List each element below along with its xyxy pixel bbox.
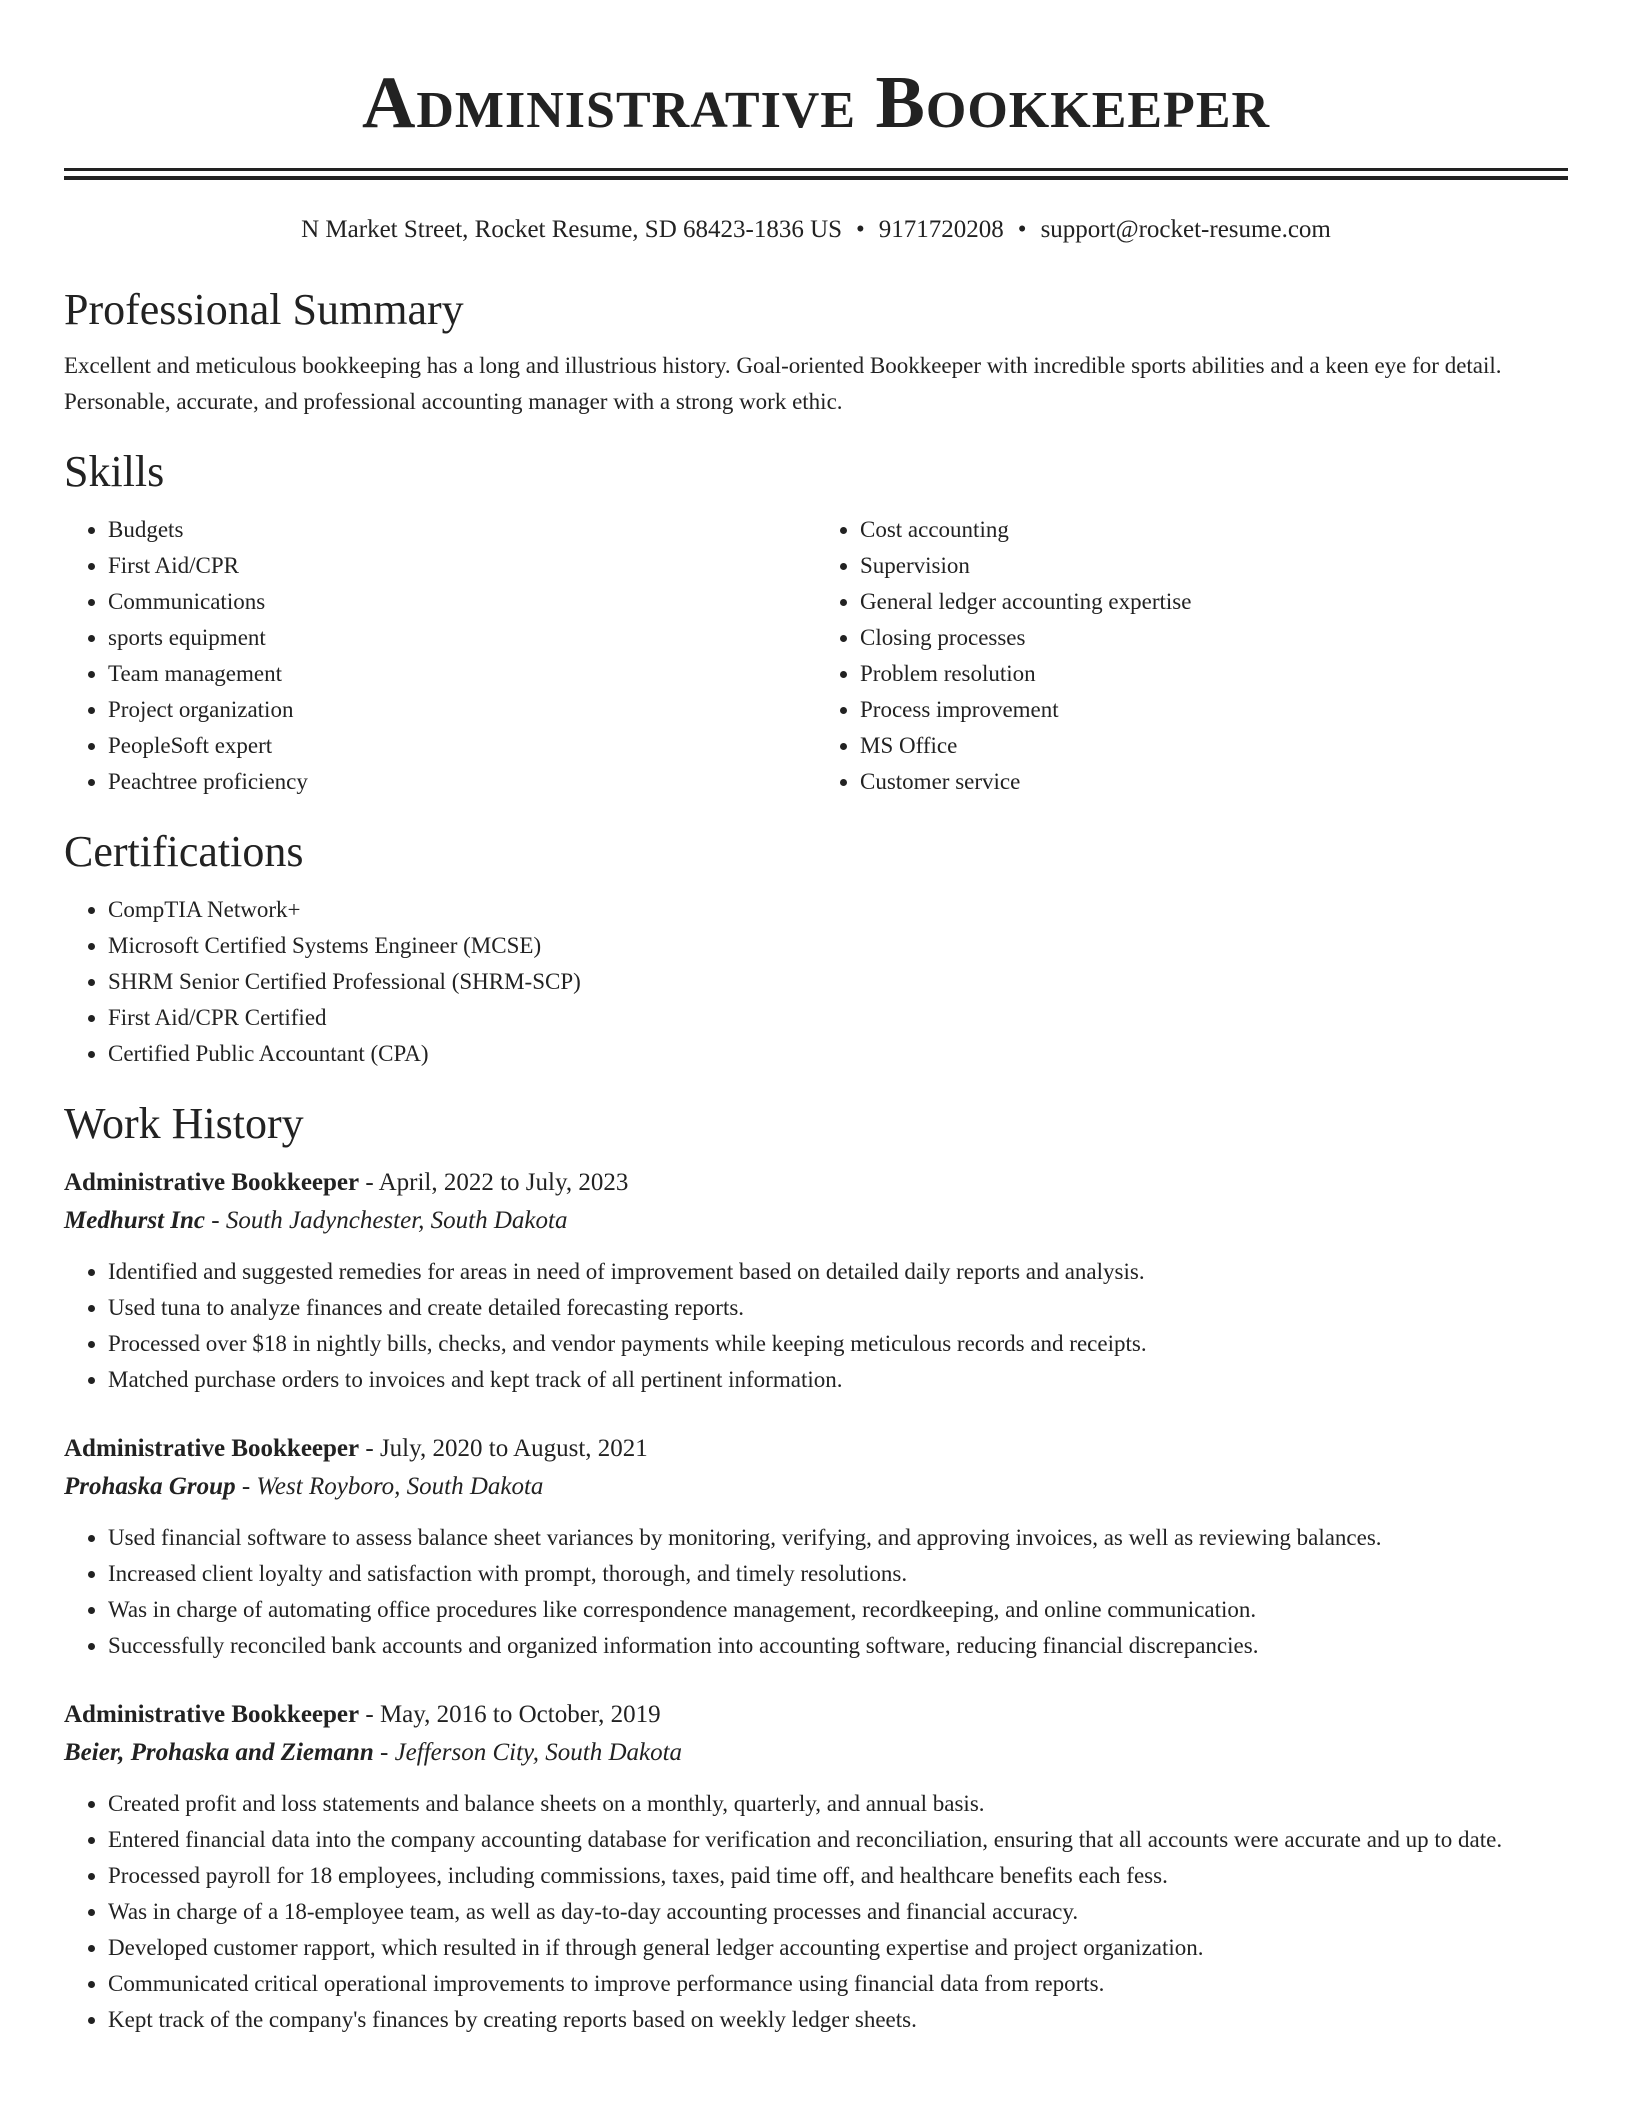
job-bullet: • Used financial software to assess balance sheet variances by monitoring, verifying, and approving invoices, as well as reviewing balances. (108, 1520, 1568, 1556)
job-entry (64, 1696, 1568, 2038)
skill-item: • General ledger accounting expertise (860, 584, 1568, 620)
job-entry (64, 1430, 1568, 1664)
job-bullet: • Communicated critical operational improvements to improve performance using financial data from reports. (108, 1966, 1568, 2002)
skill-item: • First Aid/CPR (108, 548, 816, 584)
job-company: Medhurst Inc (64, 1207, 206, 1234)
skills-columns (64, 512, 1568, 800)
job-dates: - May, 2016 to October, 2019 (359, 1701, 661, 1728)
skill-item: • Process improvement (860, 692, 1568, 728)
skills-heading: Skills (64, 447, 165, 496)
skill-item: • Peachtree proficiency (108, 764, 816, 800)
skill-item: • MS Office (860, 728, 1568, 764)
certification-item: • First Aid/CPR Certified (108, 1000, 1568, 1036)
job-company: Beier, Prohaska and Ziemann (64, 1739, 374, 1766)
job-bullet: • Successfully reconciled bank accounts and organized information into accounting software, reducing financial discrepancies. (108, 1628, 1568, 1664)
resume-title: Administrative Bookkeeper (361, 62, 1271, 144)
job-bullet: • Processed payroll for 18 employees, including commissions, taxes, paid time off, and healthcare benefits each fess. (108, 1858, 1568, 1894)
skill-item: • Customer service (860, 764, 1568, 800)
job-bullet: • Kept track of the company's finances by creating reports based on weekly ledger sheets. (108, 2002, 1568, 2038)
job-title: Administrative Bookkeeper (64, 1701, 360, 1728)
contact-separator: • (856, 216, 865, 243)
certifications-list (64, 892, 1568, 1072)
job-title: Administrative Bookkeeper (64, 1169, 360, 1196)
job-bullets (64, 1254, 1568, 1398)
skill-item: • Communications (108, 584, 816, 620)
job-bullet: • Increased client loyalty and satisfaction with prompt, thorough, and timely resolutions. (108, 1556, 1568, 1592)
job-bullet: • Matched purchase orders to invoices and kept track of all pertinent information. (108, 1362, 1568, 1398)
job-title-line (64, 1430, 1568, 1468)
skill-item: • Project organization (108, 692, 816, 728)
job-company-line (64, 1202, 1568, 1240)
job-bullet: • Used tuna to analyze finances and create detailed forecasting reports. (108, 1290, 1568, 1326)
job-bullet: • Developed customer rapport, which resulted in if through general ledger accounting expertise and project organization. (108, 1930, 1568, 1966)
skill-item: • Cost accounting (860, 512, 1568, 548)
job-title-line (64, 1164, 1568, 1202)
job-location: - Jefferson City, South Dakota (373, 1739, 683, 1766)
certification-item: • SHRM Senior Certified Professional (SHRM-SCP) (108, 964, 1568, 1000)
job-bullets (64, 1786, 1568, 2038)
skill-item: • PeopleSoft expert (108, 728, 816, 764)
work-history-heading: Work History (64, 1099, 304, 1148)
contact-address: N Market Street, Rocket Resume, SD 68423-1836 US (301, 216, 843, 243)
job-title: Administrative Bookkeeper (64, 1435, 360, 1462)
job-bullet: • Was in charge of automating office procedures like correspondence management, recordkeeping, and online communication. (108, 1592, 1568, 1628)
title-divider (64, 168, 1568, 180)
job-bullet: • Entered financial data into the company accounting database for verification and reconciliation, ensuring that all accounts were accurate and up to date. (108, 1822, 1568, 1858)
job-bullet: • Created profit and loss statements and balance sheets on a monthly, quarterly, and annual basis. (108, 1786, 1568, 1822)
contact-separator: • (1017, 216, 1027, 243)
contact-line (64, 214, 1568, 246)
skill-item: • Closing processes (860, 620, 1568, 656)
skills-list-left (64, 512, 816, 800)
skill-item: • Problem resolution (860, 656, 1568, 692)
job-title-line (64, 1696, 1568, 1734)
job-company: Prohaska Group (64, 1473, 236, 1500)
certifications-heading: Certifications (64, 827, 304, 876)
job-dates: - July, 2020 to August, 2021 (359, 1435, 648, 1462)
job-location: - South Jadynchester, South Dakota (205, 1207, 568, 1234)
skill-item: • Supervision (860, 548, 1568, 584)
skill-item: • Budgets (108, 512, 816, 548)
contact-phone: 9171720208 (878, 216, 1004, 243)
skills-list-right (816, 512, 1568, 800)
job-bullet: • Processed over $18 in nightly bills, checks, and vendor payments while keeping meticulous records and receipts. (108, 1326, 1568, 1362)
certification-item: • CompTIA Network+ (108, 892, 1568, 928)
job-company-line (64, 1734, 1568, 1772)
summary-text: Excellent and meticulous bookkeeping has a long and illustrious history. Goal-oriented Bookkeeper with incredible sports abilities and a keen eye for detail. Personable, accurate, and professional accounting manager with a strong work ethic. (64, 353, 1502, 414)
job-entry (64, 1164, 1568, 1398)
contact-email: support@rocket-resume.com (1040, 216, 1331, 243)
summary-heading: Professional Summary (64, 285, 464, 334)
skill-item: • sports equipment (108, 620, 816, 656)
job-bullet: • Identified and suggested remedies for areas in need of improvement based on detailed daily reports and analysis. (108, 1254, 1568, 1290)
job-location: - West Royboro, South Dakota (235, 1473, 544, 1500)
certification-item: • Microsoft Certified Systems Engineer (MCSE) (108, 928, 1568, 964)
job-company-line (64, 1468, 1568, 1506)
job-bullets (64, 1520, 1568, 1664)
skill-item: • Team management (108, 656, 816, 692)
job-bullet: • Was in charge of a 18-employee team, as well as day-to-day accounting processes and financial accuracy. (108, 1894, 1568, 1930)
certification-item: • Certified Public Accountant (CPA) (108, 1036, 1568, 1072)
job-dates: - April, 2022 to July, 2023 (359, 1169, 629, 1196)
